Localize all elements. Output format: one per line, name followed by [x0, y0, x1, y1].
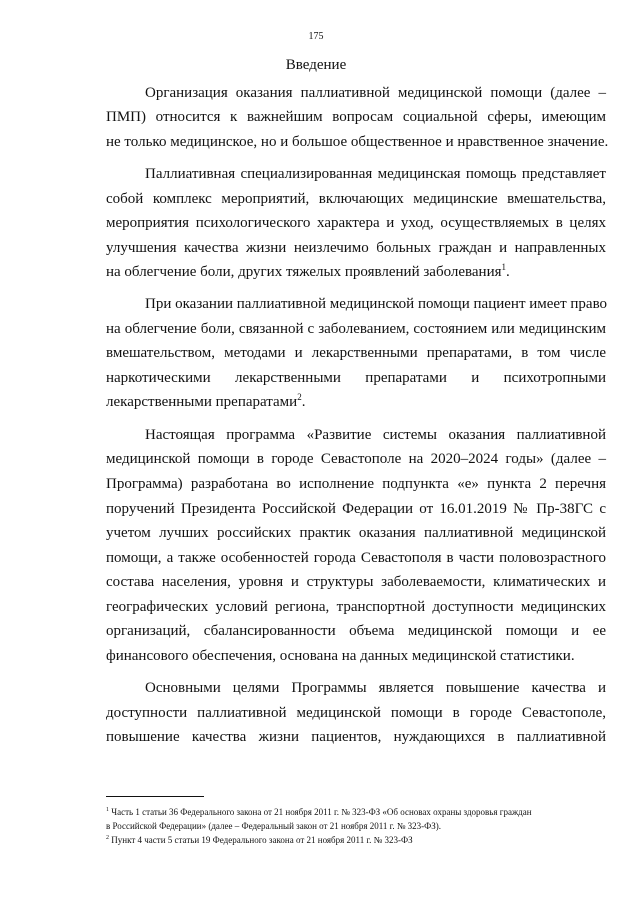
p3-line-1: При оказании паллиативной медицинской помощи пациент имеет право [145, 296, 608, 312]
p1-line-1: Организация оказания паллиативной медицинской помощи (далее – [145, 85, 606, 101]
footnote-1-mark: 1 [106, 807, 109, 813]
p3-line-5 [106, 393, 606, 411]
p4-line-2: медицинской помощи в городе Севастополе на 2020–2024 годы» (далее – [106, 451, 606, 467]
p4-line-8: географических условий региона, транспортной доступности медицинских [106, 599, 606, 615]
footnote-1-text: Часть 1 статьи 36 Федерального закона от 21 ноября 2011 г. № 323-ФЗ «Об основах охраны здоровья граждан [109, 807, 532, 817]
p4-line-5: учетом лучших российских практик оказания паллиативной медицинской [106, 525, 606, 541]
p2-line-5-text: на облегчение боли, других тяжелых проявлений заболевания [106, 264, 502, 280]
p5-line-1: Основными целями Программы является повышение качества и [145, 680, 606, 696]
p2-end: . [506, 264, 510, 280]
p4-line-10: финансового обеспечения, основана на данных медицинской статистики. [106, 648, 575, 664]
p2-line-5 [106, 263, 606, 281]
p1-line-3: не только медицинское, но и большое общественное и нравственное значение. [106, 134, 609, 150]
section-heading: Введение [285, 57, 347, 73]
p2-line-1: Паллиативная специализированная медицинская помощь представляет [145, 166, 606, 182]
footnote-separator [106, 796, 204, 797]
p3-line-3: вмешательством, методами и лекарственными препаратами, в том числе [106, 345, 606, 361]
p4-line-6: помощи, а также особенностей города Севастополя в части половозрастного [106, 550, 606, 566]
p4-line-7: состава населения, уровня и структуры заболеваемости, климатических и [106, 574, 606, 590]
footnote-ref-2[interactable]: 2 [297, 392, 302, 402]
footnote-1-line-2: в Российской Федерации» (далее – Федеральный закон от 21 ноября 2011 г. № 323-ФЗ). [106, 821, 442, 831]
p3-line-4: наркотическими лекарственными препаратами и психотропными [106, 370, 606, 386]
p2-line-2: собой комплекс мероприятий, включающих медицинские вмешательства, [106, 191, 606, 207]
footnote-1-line-1 [106, 806, 606, 818]
p4-line-3: Программа) разработана во исполнение подпункта «е» пункта 2 перечня [106, 476, 606, 492]
p4-line-1: Настоящая программа «Развитие системы оказания паллиативной [145, 427, 606, 443]
p5-line-3: повышение качества жизни пациентов, нуждающихся в паллиативной [106, 729, 606, 745]
p2-line-3: мероприятия психологического характера и уход, осуществляемых в целях [106, 215, 606, 231]
footnote-ref-1[interactable]: 1 [501, 262, 507, 272]
p3-end: . [301, 394, 306, 410]
p3-line-5-text: лекарственными препаратами [106, 394, 298, 410]
p4-line-4: поручений Президента Российской Федерации от 16.01.2019 № Пр-38ГС с [106, 501, 606, 517]
footnote-2-mark: 2 [106, 835, 109, 841]
p2-line-4: улучшения качества жизни неизлечимо больных граждан и направленных [106, 240, 606, 256]
footnote-2-line-1 [106, 834, 606, 846]
p3-line-2: на облегчение боли, связанной с заболеванием, состоянием или медицинским [106, 321, 606, 337]
footnote-2-text: Пункт 4 части 5 статьи 19 Федерального закона от 21 ноября 2011 г. № 323-ФЗ [109, 835, 413, 845]
p1-line-2: ПМП) относится к важнейшим вопросам социальной сферы, имеющим [106, 109, 606, 125]
p5-line-2: доступности паллиативной медицинской помощи в городе Севастополе, [106, 705, 606, 721]
p4-line-9: организаций, сбалансированности объема медицинской помощи и ее [106, 623, 606, 639]
page-number: 175 [308, 31, 324, 42]
